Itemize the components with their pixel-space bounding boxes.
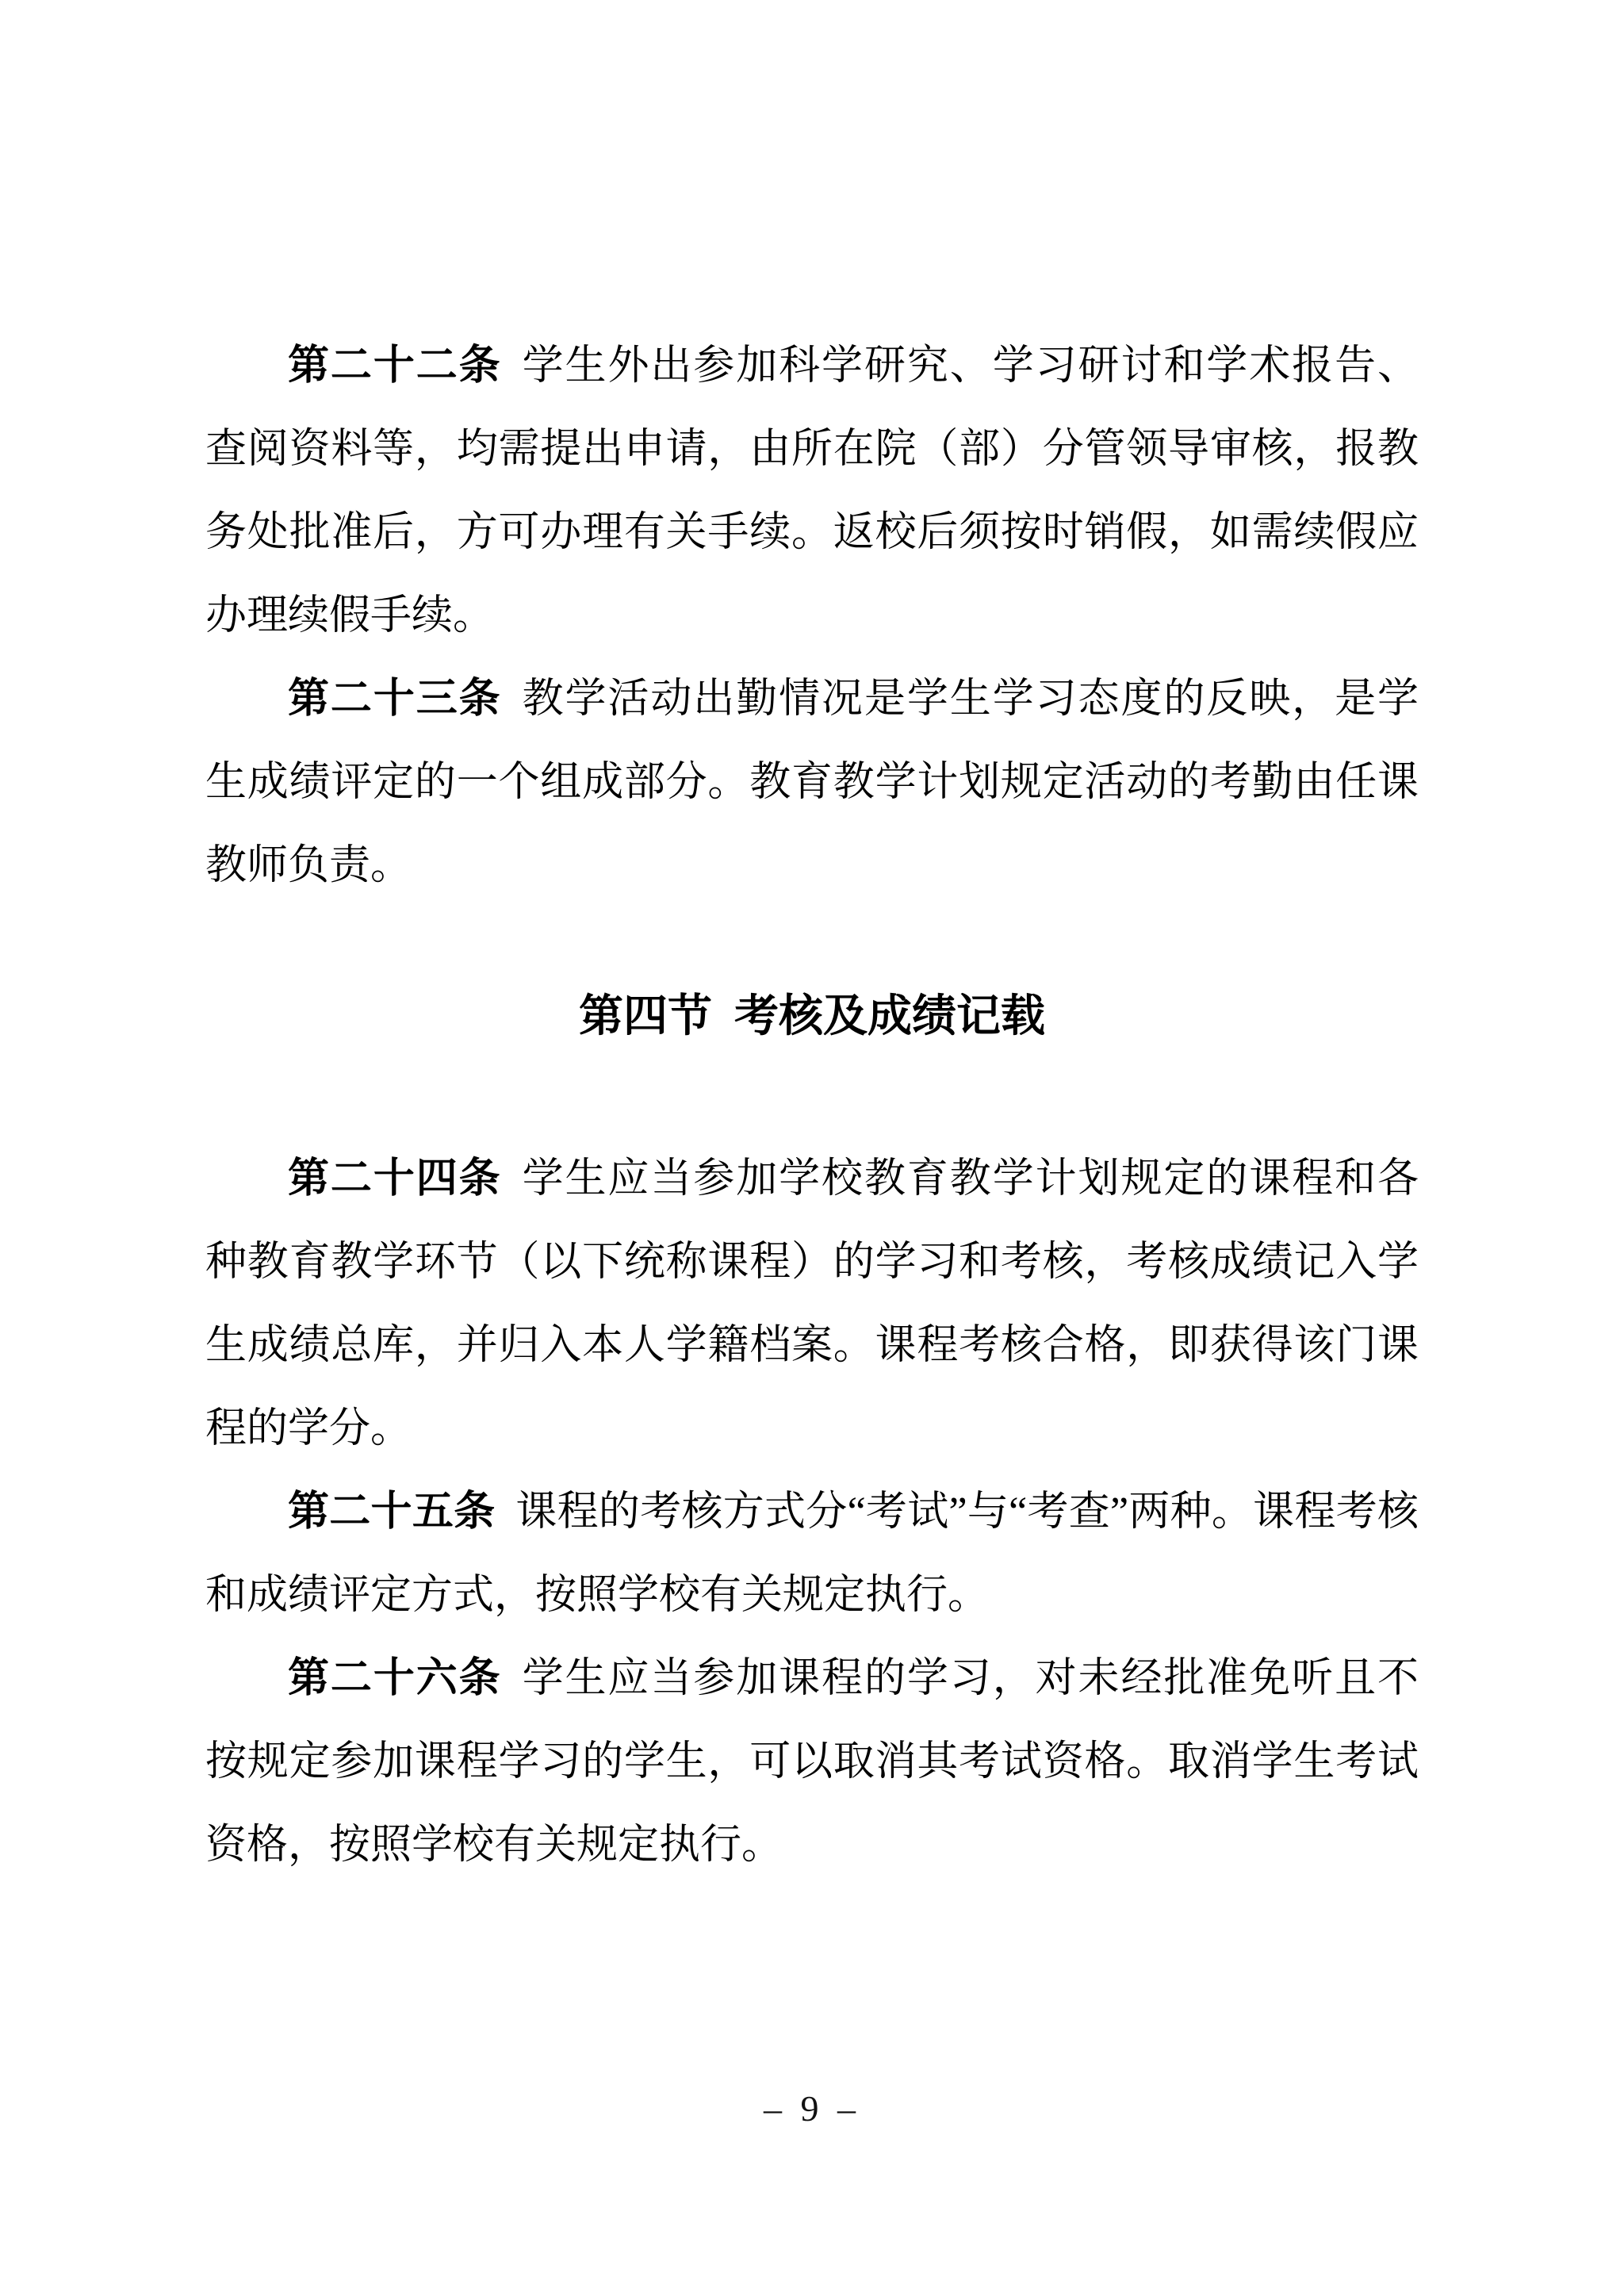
section-title: 考核及成绩记载 bbox=[734, 992, 1045, 1041]
article-number: 第二十三条 bbox=[288, 677, 502, 722]
article-number: 第二十六条 bbox=[288, 1656, 502, 1701]
article-number: 第二十五条 bbox=[288, 1489, 496, 1535]
article-text: 学生应当参加课程的学习，对未经批准免听且不按规定参加课程学习的学生，可以取消其考试资格。取消学生考试资格，按照学校有关规定执行。 bbox=[205, 1656, 1419, 1868]
article-paragraph-25 bbox=[205, 1470, 1419, 1637]
article-paragraph-24 bbox=[205, 1137, 1419, 1470]
article-paragraph-26 bbox=[205, 1637, 1419, 1887]
section-label: 第四节 bbox=[579, 992, 712, 1041]
article-text: 教学活动出勤情况是学生学习态度的反映，是学生成绩评定的一个组成部分。教育教学计划规定活动的考勤由任课教师负责。 bbox=[205, 677, 1419, 888]
article-number: 第二十二条 bbox=[288, 343, 502, 389]
article-paragraph-22 bbox=[205, 324, 1419, 657]
article-paragraph-23 bbox=[205, 657, 1419, 907]
document-content bbox=[205, 324, 1419, 1887]
section-heading bbox=[205, 976, 1419, 1059]
article-number: 第二十四条 bbox=[288, 1156, 502, 1202]
article-text: 学生应当参加学校教育教学计划规定的课程和各种教育教学环节（以下统称课程）的学习和考核，考核成绩记入学生成绩总库，并归入本人学籍档案。课程考核合格，即获得该门课程的学分。 bbox=[205, 1156, 1419, 1451]
article-text: 课程的考核方式分“考试”与“考查”两种。课程考核和成绩评定方式，按照学校有关规定执行。 bbox=[205, 1489, 1419, 1618]
page-number: – 9 – bbox=[764, 2088, 860, 2129]
article-text: 学生外出参加科学研究、学习研讨和学术报告、查阅资料等，均需提出申请，由所在院（部）分管领导审核，报教务处批准后，方可办理有关手续。返校后须按时销假，如需续假应办理续假手续。 bbox=[205, 343, 1419, 638]
